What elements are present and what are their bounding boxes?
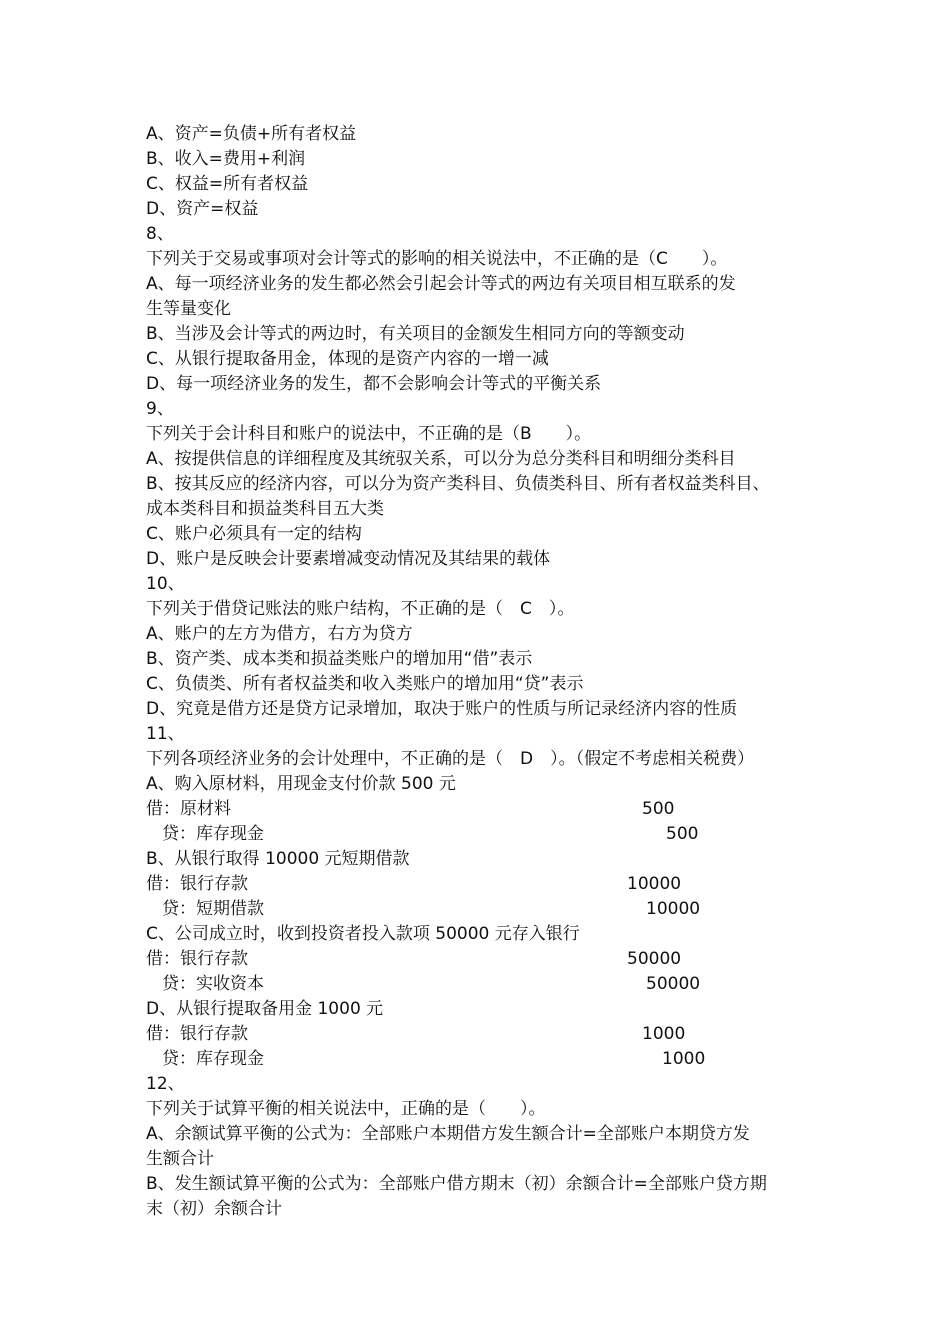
credit-account: 贷：库存现金	[162, 1049, 264, 1069]
q8-stem: 下列关于交易或事项对会计等式的影响的相关说法中，不正确的是（C ）。	[146, 249, 728, 269]
debit-account: 借：银行存款	[146, 949, 248, 969]
q7-option-c: C、权益=所有者权益	[146, 174, 309, 194]
q11-d-credit-line	[146, 1047, 816, 1072]
q11-stem: 下列各项经济业务的会计处理中，不正确的是（ D ）。（假定不考虑相关税费）	[146, 749, 755, 769]
credit-account: 贷：短期借款	[162, 899, 264, 919]
q11-c-credit-line	[146, 972, 816, 997]
q9-number: 9、	[146, 399, 174, 419]
q9-option-a: A、按提供信息的详细程度及其统驭关系，可以分为总分类科目和明细分类科目	[146, 449, 736, 469]
credit-amount: 10000	[646, 899, 701, 919]
q10-number: 10、	[146, 574, 185, 594]
q8-option-a-cont: 生等量变化	[146, 299, 231, 319]
q11-number: 11、	[146, 724, 185, 744]
debit-account: 借：原材料	[146, 799, 231, 819]
q9-option-b: B、按其反应的经济内容，可以分为资产类科目、负债类科目、所有者权益类科目、	[146, 474, 770, 494]
q10-option-b: B、资产类、成本类和损益类账户的增加用“借”表示	[146, 649, 533, 669]
q11-b-debit-line	[146, 872, 816, 897]
credit-amount: 50000	[646, 974, 701, 994]
debit-amount: 500	[642, 799, 675, 819]
q11-a-credit-line	[146, 822, 816, 847]
q12-stem: 下列关于试算平衡的相关说法中，正确的是（ ）。	[146, 1099, 546, 1119]
q11-c-debit-line	[146, 947, 816, 972]
q8-option-b: B、当涉及会计等式的两边时，有关项目的金额发生相同方向的等额变动	[146, 324, 685, 344]
q10-option-a: A、账户的左方为借方，右方为贷方	[146, 624, 413, 644]
q10-option-c: C、负债类、所有者权益类和收入类账户的增加用“贷”表示	[146, 674, 584, 694]
credit-amount: 500	[666, 824, 699, 844]
debit-account: 借：银行存款	[146, 874, 248, 894]
debit-amount: 10000	[627, 874, 682, 894]
q11-option-b: B、从银行取得 10000 元短期借款	[146, 849, 410, 869]
q7-option-b: B、收入=费用+利润	[146, 149, 306, 169]
q10-option-d: D、究竟是借方还是贷方记录增加，取决于账户的性质与所记录经济内容的性质	[146, 699, 738, 719]
q8-option-c: C、从银行提取备用金，体现的是资产内容的一增一减	[146, 349, 549, 369]
q11-b-credit-line	[146, 897, 816, 922]
q11-option-d: D、从银行提取备用金 1000 元	[146, 999, 384, 1019]
q12-number: 12、	[146, 1074, 185, 1094]
q10-stem: 下列关于借贷记账法的账户结构，不正确的是（ C ）。	[146, 599, 575, 619]
q9-option-b-cont: 成本类科目和损益类科目五大类	[146, 499, 384, 519]
q8-option-d: D、每一项经济业务的发生，都不会影响会计等式的平衡关系	[146, 374, 602, 394]
debit-amount: 50000	[627, 949, 682, 969]
q8-number: 8、	[146, 224, 174, 244]
q12-option-b-cont: 末（初）余额合计	[146, 1199, 282, 1219]
q11-d-debit-line	[146, 1022, 816, 1047]
credit-amount: 1000	[662, 1049, 706, 1069]
q12-option-a-cont: 生额合计	[146, 1149, 214, 1169]
q8-option-a: A、每一项经济业务的发生都必然会引起会计等式的两边有关项目相互联系的发	[146, 274, 736, 294]
debit-amount: 1000	[642, 1024, 686, 1044]
q11-option-a: A、购入原材料，用现金支付价款 500 元	[146, 774, 456, 794]
credit-account: 贷：库存现金	[162, 824, 264, 844]
q9-option-c: C、账户必须具有一定的结构	[146, 524, 362, 544]
q11-a-debit-line	[146, 797, 816, 822]
q7-option-d: D、资产=权益	[146, 199, 259, 219]
q12-option-a: A、余额试算平衡的公式为：全部账户本期借方发生额合计=全部账户本期贷方发	[146, 1124, 750, 1144]
document-body	[146, 122, 816, 1222]
debit-account: 借：银行存款	[146, 1024, 248, 1044]
q11-option-c: C、公司成立时，收到投资者投入款项 50000 元存入银行	[146, 924, 580, 944]
q12-option-b: B、发生额试算平衡的公式为：全部账户借方期末（初）余额合计=全部账户贷方期	[146, 1174, 767, 1194]
q9-option-d: D、账户是反映会计要素增减变动情况及其结果的载体	[146, 549, 551, 569]
q7-option-a: A、资产=负债+所有者权益	[146, 124, 357, 144]
credit-account: 贷：实收资本	[162, 974, 264, 994]
q9-stem: 下列关于会计科目和账户的说法中，不正确的是（B ）。	[146, 424, 592, 444]
